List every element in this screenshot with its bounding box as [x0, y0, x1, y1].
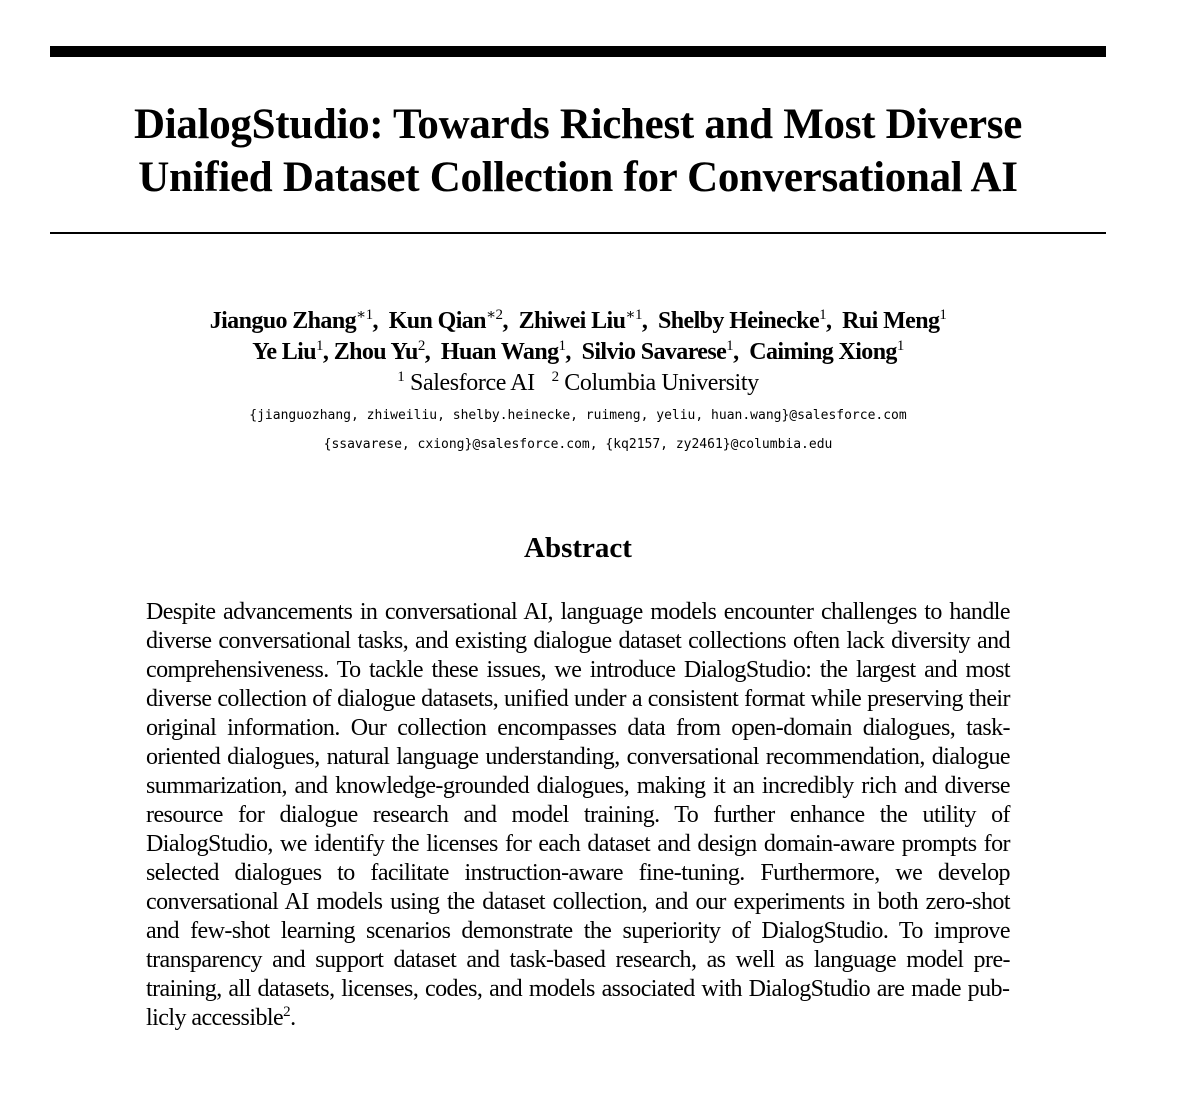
- author-name: Rui Meng: [842, 308, 940, 334]
- title-line-1: DialogStudio: Towards Richest and Most Diverse: [133, 101, 1023, 148]
- author-name: Zhiwei Liu: [518, 308, 626, 334]
- affiliations: [50, 368, 1106, 399]
- author-mark: ∗1: [355, 307, 373, 323]
- email-line-2: {ssavarese, cxiong}@salesforce.com, {kq2157, zy2461}@columbia.edu: [323, 437, 833, 452]
- author-name: Huan Wang: [440, 339, 559, 365]
- author-mark: 1: [726, 338, 734, 354]
- author-name: Jianguo Zhang: [209, 308, 356, 334]
- author-name: Shelby Heinecke: [658, 308, 820, 334]
- author-mark: 1: [896, 338, 904, 354]
- email-line-1: {jianguozhang, zhiweiliu, shelby.heinecke, ruimeng, yeliu, huan.wang}@salesforce.com: [249, 408, 907, 423]
- author-mark: 1: [819, 307, 826, 323]
- author-name: Ye Liu: [252, 339, 316, 365]
- author-name: Silvio Savarese: [581, 339, 727, 365]
- abstract-heading: Abstract: [524, 532, 632, 564]
- author-mark: ∗1: [625, 307, 642, 323]
- abstract-text: Despite advancements in conversational AI, language models encounter challenges to handle diverse conversational tasks, and existing dialogue dataset collections often lack diversity and comprehensiveness. To tackle these issues, we introduce DialogStudio: the largest and most diverse collection of dialogue datasets, unified under a consistent format while preserving their original information. Our collection encompasses data from open-domain dialogues, task-oriented dialogues, natural language understanding, conversational recommendation, dialogue summarization, and knowledge-grounded dialogues, making it an incredibly rich and diverse resource for dialogue research and model training. To further enhance the utility of DialogStudio, we identify the licenses for each dataset and design domain-aware prompts for selected dialogues to facilitate instruction-aware fine-tuning. Furthermore, we develop conversational AI models using the dataset collection, and our experiments in both zero-shot and few-shot learning scenarios demonstrate the superiority of DialogStudio. To improve transparency and support dataset and task-based research, as well as language model pre-training, all datasets, licenses, codes, and models associated with DialogStudio are made publicly accessible: [146, 599, 1010, 1031]
- author-mark: 2: [417, 338, 425, 354]
- paper-title: [50, 98, 1106, 204]
- author-line-2: Ye Liu$^1$, Zhou Yu$^2$, Huan Wang$^1$, Silvio Savarese$^1$, Caiming Xiong$^1$: [252, 338, 904, 365]
- author-mark: 1: [558, 338, 566, 354]
- author-mark: ∗2: [485, 307, 503, 323]
- title-bottom-rule: [50, 232, 1106, 234]
- affiliation-mark: 1: [397, 369, 405, 385]
- footnote-mark[interactable]: 2: [283, 1004, 291, 1020]
- abstract-body: [146, 598, 1010, 1033]
- author-mark: 1: [316, 338, 323, 354]
- affiliation-name: Columbia University: [564, 370, 759, 396]
- author-name: Kun Qian: [388, 308, 486, 334]
- author-list: [50, 306, 1106, 368]
- author-line-1: Jianguo Zhang$^{∗1}$, Kun Qian$^{∗2}$, Zhiwei Liu$^{∗1}$, Shelby Heinecke$^1$, Rui Meng$^1$: [209, 307, 947, 334]
- abstract-end: .: [290, 1005, 296, 1031]
- top-rule: [50, 46, 1106, 57]
- author-name: Caiming Xiong: [749, 339, 897, 365]
- affiliation-mark: 2: [551, 369, 559, 385]
- author-name: Zhou Yu: [333, 339, 418, 365]
- affiliation-name: Salesforce AI: [410, 370, 535, 396]
- author-mark: 1: [939, 307, 947, 323]
- title-line-2: Unified Dataset Collection for Conversational AI: [138, 154, 1018, 201]
